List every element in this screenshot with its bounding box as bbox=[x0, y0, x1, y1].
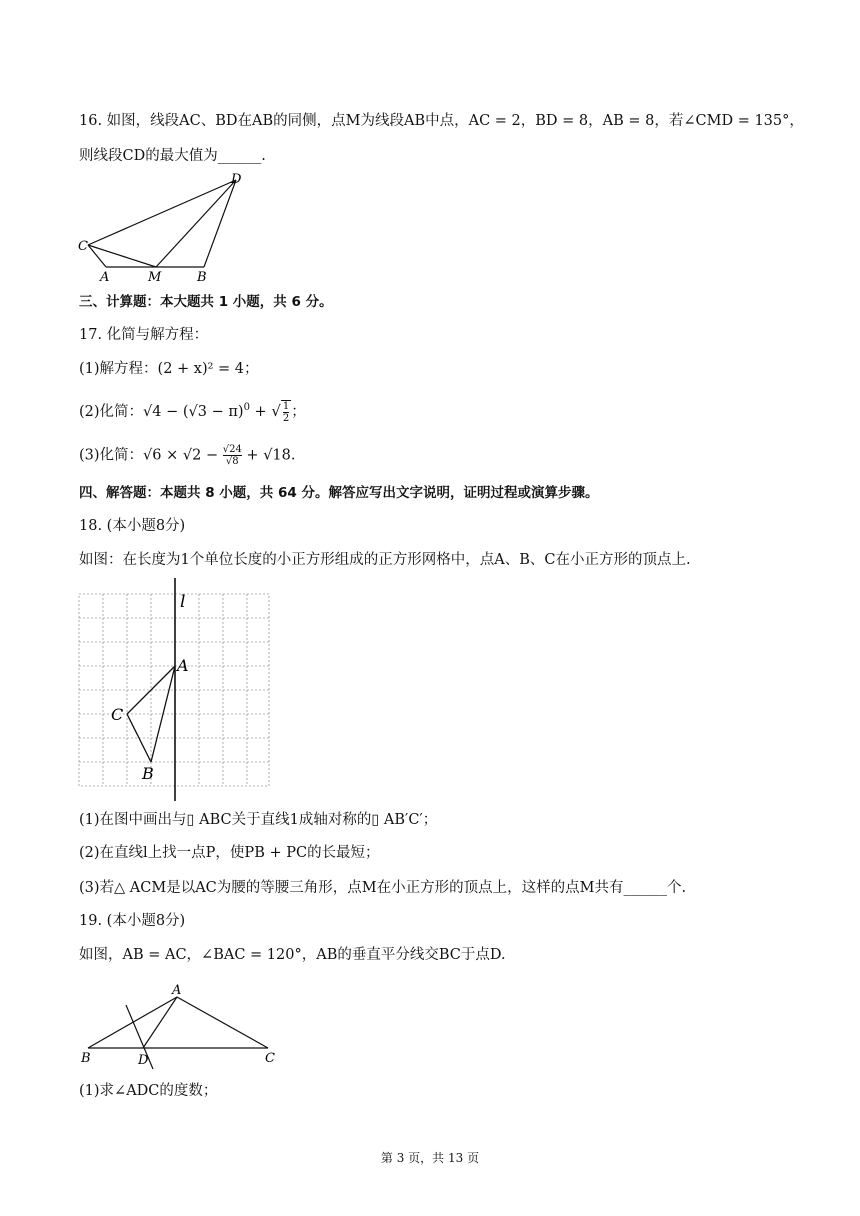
q17-part1-expr: (2 + x)² = 4； bbox=[157, 361, 259, 377]
q17-part2: (2)化简：$√4 - (√3 - \pi)^0$ + √ $\frac{1}{2}$ ； bbox=[79, 400, 306, 424]
q18-part2: (2)在直线l上找一点P，使PB + PC的长最短； bbox=[79, 845, 380, 861]
q18-label-a: A bbox=[177, 656, 189, 675]
q19-description: 如图，AB = AC，∠BAC = 120°，AB的垂直平分线交BC于点D. bbox=[79, 947, 506, 963]
q16-figure bbox=[76, 170, 256, 285]
q17-part3-expr-a: √6 × √2 − bbox=[143, 447, 223, 464]
q17-part3-fraction bbox=[223, 444, 242, 467]
q19-label-d: D bbox=[138, 1053, 149, 1068]
q19-label-c: C bbox=[265, 1051, 275, 1066]
q18-grid bbox=[79, 594, 269, 786]
q18-part3: (3)若△ ACM是以AC为腰的等腰三角形，点M在小正方形的顶点上，这样的点M共有______个. bbox=[79, 880, 687, 896]
q17-part2-expr-b: + bbox=[249, 403, 272, 420]
q19-label-a: A bbox=[172, 983, 182, 998]
q18-label-c: C bbox=[111, 705, 124, 724]
q17-title: 17. 化简与解方程： bbox=[79, 327, 209, 343]
q17-part1 bbox=[79, 359, 259, 379]
q17-part2-expr-a: √4 − (√3 − π) bbox=[143, 403, 244, 420]
q17-part3-expr-b: + √18. bbox=[241, 447, 296, 464]
q18-label-b: B bbox=[142, 764, 154, 783]
section3-heading: 三、计算题：本大题共 1 小题，共 6 分。 bbox=[79, 294, 333, 310]
q19-title: 19. (本小题8分) bbox=[79, 913, 186, 929]
q18-description: 如图：在长度为1个单位长度的小正方形组成的正方形网格中，点A、B、C在小正方形的顶点上. bbox=[79, 552, 691, 568]
q17-part2-fraction bbox=[281, 400, 291, 424]
q17-part3-frac-den: √8 bbox=[225, 456, 239, 467]
q18-title: 18. (本小题8分) bbox=[79, 518, 186, 534]
section4-heading: 四、解答题：本题共 8 小题，共 64 分。解答应写出文字说明，证明过程或演算步骤。 bbox=[79, 485, 599, 501]
page-footer: 第 3 页，共 13 页 bbox=[380, 1151, 480, 1165]
q16-text-line1: 16. 如图，线段AC、BD在AB的同侧，点M为线段AB中点，AC = 2，BD = 8，AB = 8，若∠CMD = 135°， bbox=[79, 113, 804, 129]
q19-part1: (1)求∠ADC的度数； bbox=[79, 1083, 218, 1099]
q17-part2-exponent: 0 bbox=[243, 402, 250, 413]
q18-part1: (1)在图中画出与▯ ABC关于直线1成轴对称的▯ AB′C′； bbox=[79, 812, 438, 828]
q16-label-a: A bbox=[100, 270, 110, 285]
q17-part3 bbox=[79, 444, 296, 467]
q17-part2-frac-num: 1 bbox=[282, 400, 290, 412]
q17-part2-end: ； bbox=[291, 403, 306, 420]
q17-part2-frac-den: 2 bbox=[282, 412, 290, 424]
q18-grid-figure bbox=[76, 575, 276, 807]
q18-label-l: l bbox=[180, 592, 186, 612]
q17-part2-prefix: (2)化简： bbox=[79, 403, 144, 420]
q16-label-c: C bbox=[78, 239, 88, 254]
q16-label-d: D bbox=[231, 172, 242, 187]
q16-text-line2: 则线段CD的最大值为______. bbox=[79, 148, 266, 164]
q19-label-b: B bbox=[81, 1051, 91, 1066]
q19-figure bbox=[76, 978, 286, 1070]
q17-part3-frac-num: √24 bbox=[222, 444, 242, 455]
q17-part1-prefix: (1)解方程： bbox=[79, 361, 158, 377]
q16-label-b: B bbox=[197, 270, 207, 285]
q16-label-m: M bbox=[148, 270, 162, 285]
q17-part3-prefix: (3)化简： bbox=[79, 447, 144, 464]
